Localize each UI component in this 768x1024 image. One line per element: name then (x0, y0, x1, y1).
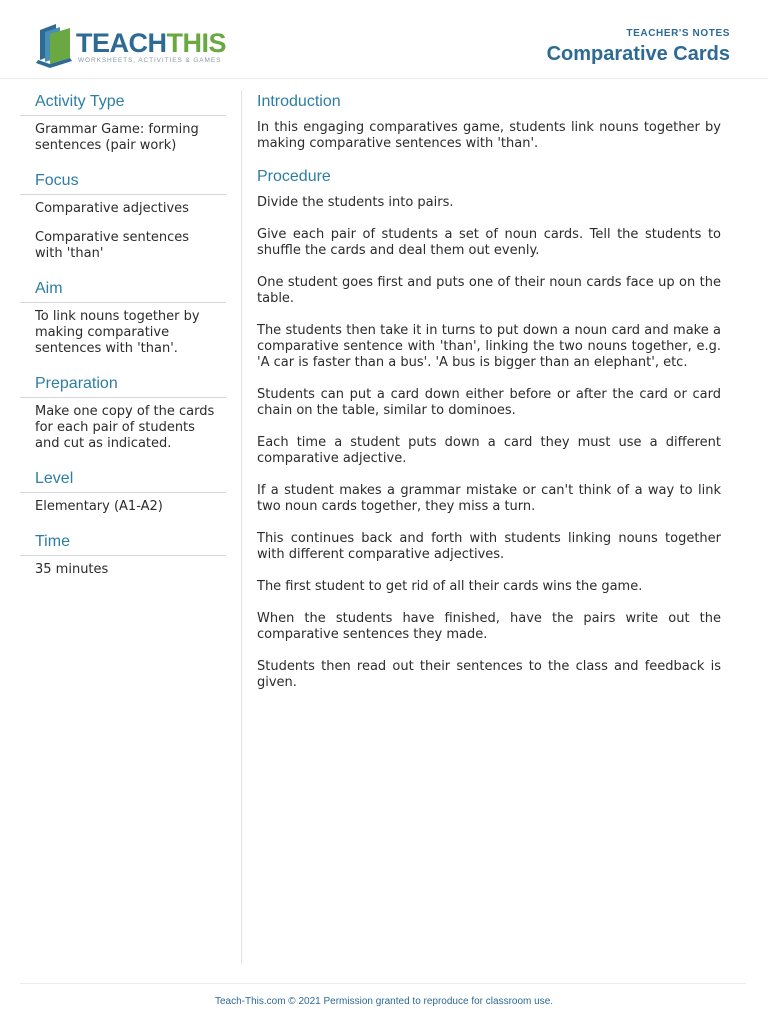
logo-wordmark-teach: TEACH (76, 28, 167, 58)
logo-wordmark-this: THIS (166, 28, 227, 58)
introduction-text: In this engaging comparatives game, students link nouns together by making comparative sentences with 'than'. (257, 120, 721, 151)
procedure-step: Students can put a card down either before or after the card or card chain on the table, similar to dominoes. (257, 387, 721, 418)
introduction-heading: Introduction (257, 93, 341, 110)
sidebar-section (20, 375, 226, 452)
procedure-step: Students then read out their sentences to the class and feedback is given. (257, 659, 721, 690)
procedure-step: The students then take it in turns to put down a noun card and make a comparative sentence with 'than', linking the two nouns together, e.g. 'A car is faster than a bus'. 'A bus is bigger than an elephant', etc. (257, 323, 721, 370)
procedure-step: Each time a student puts down a card they must use a different comparative adjective. (257, 435, 721, 466)
logo-tagline: WORKSHEETS, ACTIVITIES & GAMES (78, 57, 222, 64)
sidebar-heading: Preparation (20, 375, 226, 398)
sidebar-section (20, 172, 226, 262)
sidebar-item: Comparative adjectives (35, 201, 189, 216)
sidebar-section (20, 93, 226, 154)
procedure-heading: Procedure (257, 168, 331, 185)
page-header (0, 0, 768, 79)
procedure-step: When the students have finished, have the pairs write out the comparative sentences they made. (257, 611, 721, 642)
document-title: Comparative Cards (546, 43, 730, 65)
footer-divider (20, 983, 746, 984)
column-divider (241, 90, 242, 964)
logo-wordmark (76, 26, 226, 60)
sidebar-section (20, 470, 226, 515)
sidebar-item: To link nouns together by making comparative sentences with 'than'. (35, 309, 200, 356)
sidebar-heading: Focus (20, 172, 226, 195)
teach-this-logo[interactable] (36, 24, 236, 70)
teachers-notes-label: TEACHER'S NOTES (626, 28, 730, 39)
procedure-list (257, 195, 721, 691)
procedure-step: One student goes first and puts one of their noun cards face up on the table. (257, 275, 721, 306)
book-logo-icon (36, 24, 74, 68)
sidebar-heading: Time (20, 533, 226, 556)
sidebar-item: Make one copy of the cards for each pair of students and cut as indicated. (35, 404, 215, 451)
procedure-step: This continues back and forth with students linking nouns together with different comparative adjectives. (257, 531, 721, 562)
main-content (257, 93, 721, 707)
sidebar-item: Grammar Game: forming sentences (pair work) (35, 122, 199, 153)
sidebar-heading: Aim (20, 280, 226, 303)
copyright-footer: Teach-This.com © 2021 Permission granted to reproduce for classroom use. (214, 996, 554, 1007)
sidebar-heading: Level (20, 470, 226, 493)
sidebar (20, 93, 226, 596)
sidebar-heading: Activity Type (20, 93, 226, 116)
sidebar-item: Elementary (A1-A2) (35, 499, 163, 514)
procedure-step: The first student to get rid of all their cards wins the game. (257, 579, 643, 594)
sidebar-section (20, 533, 226, 578)
procedure-step: If a student makes a grammar mistake or can't think of a way to link two noun cards together, they miss a turn. (257, 483, 721, 514)
procedure-step: Divide the students into pairs. (257, 195, 454, 210)
sidebar-item: Comparative sentences with 'than' (35, 230, 190, 261)
sidebar-item: 35 minutes (35, 562, 109, 577)
procedure-step: Give each pair of students a set of noun cards. Tell the students to shuffle the cards and deal them out evenly. (257, 227, 721, 258)
sidebar-section (20, 280, 226, 357)
